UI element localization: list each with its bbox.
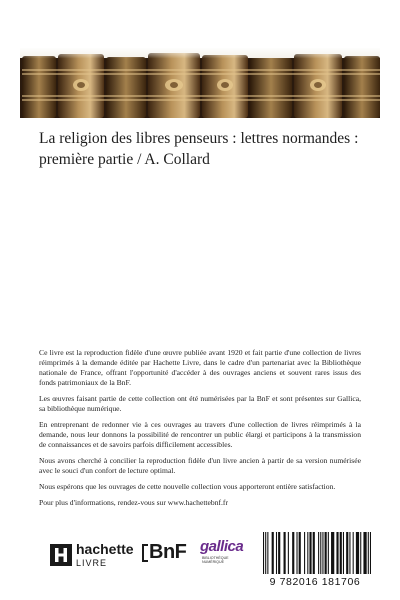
barcode-digits: 9 782016 181706 <box>269 576 361 588</box>
barcode-bar <box>349 532 350 574</box>
barcode-bar <box>304 532 305 574</box>
barcode-bar <box>292 532 294 574</box>
barcode-bar <box>288 532 289 574</box>
bnf-wordmark: BnF <box>149 541 187 563</box>
barcode-bar <box>278 532 280 574</box>
paragraph: Ce livre est la reproduction fidèle d'une œuvre publiée avant 1920 et fait partie d'une collection de livres réimprimés à la demande éditée par Hachette Livre, dans le cadre d'un partenariat avec la Bibliothèque nationale de France, offrant l'opportunité d'accéder à des ouvrages anciens et souvent rares issus des fonds patrimoniaux de la BnF. <box>39 348 361 387</box>
hachette-wordmark: hachette <box>76 541 134 557</box>
info-link-paragraph: Pour plus d'informations, rendez-vous sur www.hachettebnf.fr <box>39 498 228 507</box>
paragraph: Nous espérons que les ouvrages de cette nouvelle collection vous apporteront entière satisfaction. <box>39 482 336 491</box>
barcode-bar <box>267 532 268 574</box>
gallica-tagline: BIBLIOTHÈQUE NUMÉRIQUE <box>202 556 229 565</box>
barcode-bar <box>320 532 321 574</box>
barcode-bar <box>336 532 338 574</box>
isbn-barcode <box>255 530 375 588</box>
barcode-bar <box>360 532 361 574</box>
barcode-bar <box>309 532 311 574</box>
bnf-bracket-icon <box>142 544 148 562</box>
barcode-bar <box>368 532 369 574</box>
barcode-bar <box>322 532 323 574</box>
barcode-bar <box>272 532 274 574</box>
book-spines-banner <box>20 48 380 118</box>
hachette-h-icon <box>50 544 72 566</box>
barcode-bar <box>313 532 315 574</box>
barcode-bars-icon <box>255 530 375 576</box>
book-spines-illustration <box>20 48 380 118</box>
gallica-logo <box>200 538 252 572</box>
barcode-bar <box>328 532 329 574</box>
barcode-bar <box>318 532 319 574</box>
barcode-bar <box>356 532 359 574</box>
barcode-bar <box>370 532 371 574</box>
barcode-bar <box>353 532 354 574</box>
hachette-sub-wordmark: LIVRE <box>76 558 108 568</box>
barcode-bar <box>340 532 342 574</box>
barcode-bar <box>307 532 308 574</box>
barcode-bar <box>363 532 366 574</box>
barcode-bar <box>263 532 264 574</box>
barcode-bar <box>284 532 286 574</box>
barcode-bar <box>325 532 327 574</box>
paragraph: Les œuvres faisant partie de cette collection ont été numérisées par la BnF et sont présentes sur Gallica, sa bibliothèque numérique. <box>39 394 361 413</box>
barcode-bar <box>265 532 266 574</box>
barcode-bar <box>331 532 334 574</box>
barcode-bar <box>299 532 301 574</box>
paragraph: Nous avons cherché à concilier la reproduction fidèle d'un livre ancien à partir de sa version numérisée avec le souci d'un confort de lecture optimal. <box>39 456 361 475</box>
description-text <box>39 348 361 514</box>
barcode-bar <box>276 532 277 574</box>
barcode-bar <box>346 532 348 574</box>
hachette-livre-logo <box>50 542 132 572</box>
barcode-bar <box>296 532 297 574</box>
paragraph: En entreprenant de redonner vie à ces ouvrages au travers d'une collection de livres réimprimés à la demande, nous leur donnons la possibilité de rencontrer un public élargi et participons à la transmission de connaissances et de savoirs parfois difficilement accessibles. <box>39 420 361 449</box>
bnf-logo <box>142 541 190 567</box>
gallica-wordmark: gallica <box>200 538 244 555</box>
barcode-bar <box>343 532 344 574</box>
book-title: La religion des libres penseurs : lettres normandes : première partie / A. Collard <box>39 130 359 168</box>
